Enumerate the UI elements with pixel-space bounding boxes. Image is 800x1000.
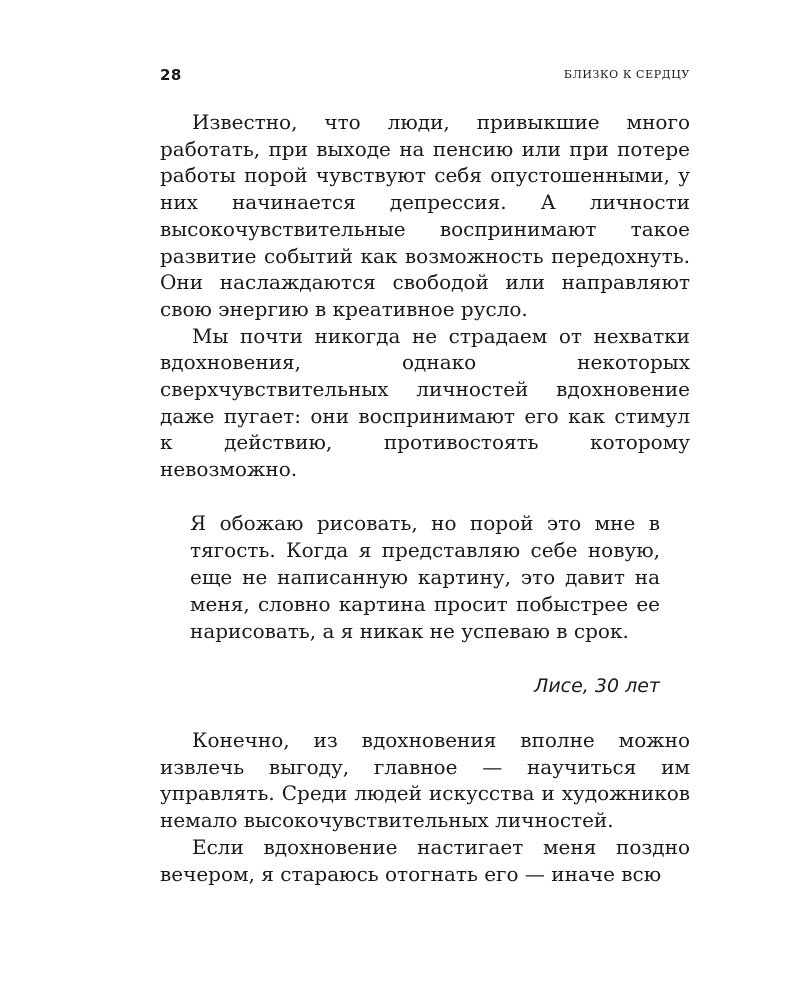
paragraph: Известно, что люди, привыкшие много работать, при выходе на пенсию или при потере работы порой чувствуют себя опустошенными, у них начинается депрессия. А личности высокочувствительные воспринимают такое развитие событий как возможность передохнуть. Они наслаждаются свободой или направляют свою энергию в креативное русло.: [160, 110, 690, 321]
body-text-top: [160, 109, 690, 483]
paragraph: Конечно, из вдохновения вполне можно извлечь выгоду, главное — научиться им управлять. Среди людей искусства и художников немало высокочувствительных личностей.: [160, 728, 690, 833]
quote-author: Лисе, 30 лет: [534, 675, 660, 697]
paragraph: Мы почти никогда не страдаем от нехватки вдохновения, однако некоторых сверхчувствительных личностей вдохновение даже пугает: они воспринимают его как стимул к действию, противостоять которому невозможно.: [160, 323, 690, 482]
running-head: БЛИЗКО К СЕРДЦУ: [563, 68, 690, 81]
page-number: 28: [160, 66, 182, 84]
quote-text: Я обожаю рисовать, но порой это мне в тягость. Когда я представляю себе новую, еще не написанную картину, это давит на меня, словно картина просит побыстрее ее нарисовать, а я никак не успеваю в срок.: [190, 511, 660, 643]
body-text-bottom: [160, 727, 690, 887]
block-quote: [190, 510, 660, 645]
paragraph: Если вдохновение настигает меня поздно вечером, я стараюсь отогнать его — иначе всю: [160, 834, 690, 886]
